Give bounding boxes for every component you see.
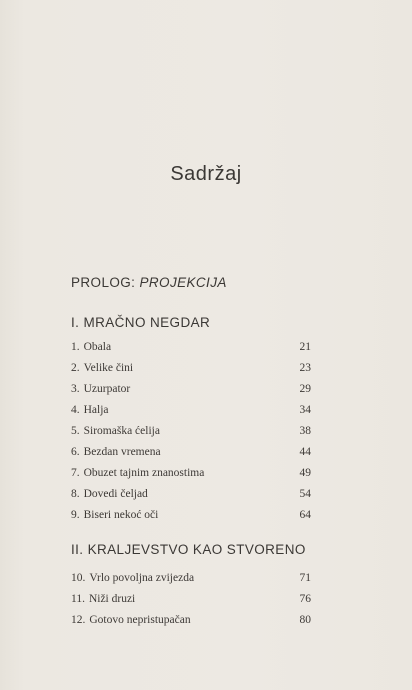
entry-page: 34	[299, 404, 311, 416]
toc-entry	[71, 467, 311, 483]
entry-number: 1.	[71, 341, 80, 353]
entry-number: 12.	[71, 614, 86, 626]
toc-entry	[71, 593, 311, 609]
toc-entry	[71, 404, 311, 420]
entry-number: 10.	[71, 572, 86, 584]
part-1-heading: I. MRAČNO NEGDAR	[71, 315, 211, 330]
toc-entry	[71, 446, 311, 462]
toc-entry	[71, 341, 311, 357]
entry-page: 49	[299, 467, 311, 479]
entry-page: 21	[299, 341, 311, 353]
entry-number: 3.	[71, 383, 80, 395]
toc-entry	[71, 383, 311, 399]
entry-title: Vrlo povoljna zvijezda	[89, 572, 195, 584]
entry-page: 80	[299, 614, 311, 626]
entry-number: 2.	[71, 362, 80, 374]
entry-page: 76	[299, 593, 311, 605]
entry-number: 9.	[71, 509, 80, 521]
entry-title: Niži druzi	[88, 593, 136, 605]
entry-title: Halja	[83, 404, 109, 416]
toc-entry	[71, 425, 311, 441]
entry-page: 38	[299, 425, 311, 437]
entry-title: Uzurpator	[83, 383, 131, 395]
entry-page: 29	[299, 383, 311, 395]
entry-page: 71	[299, 572, 311, 584]
entry-page: 23	[299, 362, 311, 374]
entry-page: 54	[299, 488, 311, 500]
prolog-label: PROLOG:	[71, 275, 136, 290]
entry-title: Biseri nekoć oči	[83, 509, 159, 521]
prolog-heading	[71, 275, 227, 290]
entry-title: Bezdan vremena	[83, 446, 161, 458]
page-title: Sadržaj	[170, 163, 242, 185]
entry-page: 64	[299, 509, 311, 521]
entry-number: 5.	[71, 425, 80, 437]
toc-entry	[71, 488, 311, 504]
toc-entry	[71, 362, 311, 378]
entry-page: 44	[299, 446, 311, 458]
entry-title: Velike čini	[83, 362, 134, 374]
entry-number: 6.	[71, 446, 80, 458]
prolog-title: PROJEKCIJA	[139, 275, 227, 290]
toc-entry	[71, 509, 311, 525]
part-2-heading: II. KRALJEVSTVO KAO STVORENO	[71, 542, 306, 557]
entry-title: Obuzet tajnim znanostima	[83, 467, 205, 479]
entry-number: 11.	[71, 593, 85, 605]
entry-number: 7.	[71, 467, 80, 479]
entry-title: Siromaška ćelija	[83, 425, 160, 437]
toc-entry	[71, 614, 311, 630]
entry-number: 4.	[71, 404, 80, 416]
entry-title: Obala	[83, 341, 112, 353]
entry-number: 8.	[71, 488, 80, 500]
entry-title: Dovedi čeljad	[83, 488, 148, 500]
toc-entry	[71, 572, 311, 588]
entry-title: Gotovo nepristupačan	[89, 614, 191, 626]
